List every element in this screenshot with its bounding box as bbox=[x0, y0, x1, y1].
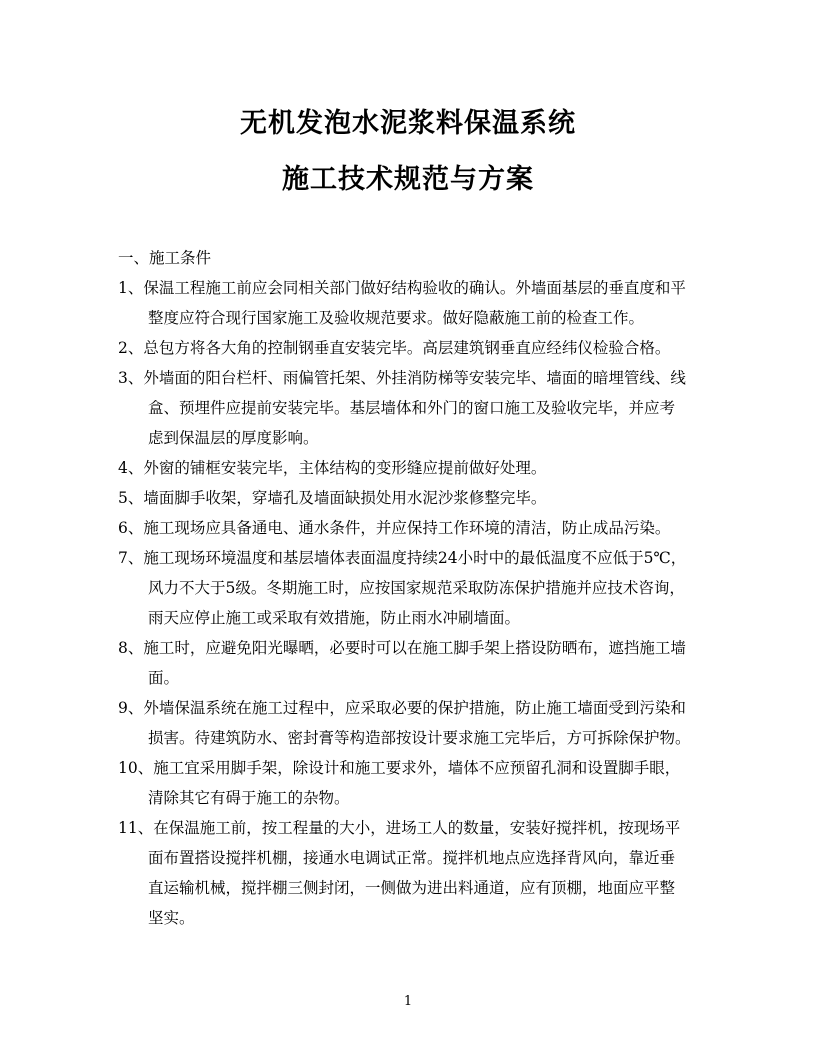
list-item-line: 面。 bbox=[148, 669, 180, 687]
list-item bbox=[118, 753, 703, 813]
list-item-line: 10、施工宜采用脚手架，除设计和施工要求外，墙体不应预留孔洞和设置脚手眼， bbox=[118, 759, 681, 777]
list-item bbox=[118, 273, 703, 333]
list-item-line: 2、总包方将各大角的控制钢垂直安装完毕。高层建筑钢垂直应经纬仪检验合格。 bbox=[118, 339, 671, 357]
list-item-line: 盒、预埋件应提前安装完毕。基层墙体和外门的窗口施工及验收完毕，并应考 bbox=[148, 399, 676, 417]
list-item-line: 风力不大于5级。冬期施工时，应按国家规范采取防冻保护措施并应技术咨询， bbox=[148, 579, 685, 597]
list-item bbox=[118, 363, 703, 453]
list-item-line: 9、外墙保温系统在施工过程中，应采取必要的保护措施，防止施工墙面受到污染和 bbox=[118, 699, 686, 717]
list-item-line: 整度应符合现行国家施工及验收规范要求。做好隐蔽施工前的检查工作。 bbox=[148, 309, 645, 327]
list-item-line: 坚实。 bbox=[148, 909, 195, 927]
list-item bbox=[118, 813, 703, 933]
list-item bbox=[118, 543, 703, 633]
list-item-line: 面布置搭设搅拌机棚，接通水电调试正常。搅拌机地点应选择背风向，靠近垂 bbox=[148, 849, 676, 867]
list-item-line: 8、施工时，应避免阳光曝晒，必要时可以在施工脚手架上搭设防晒布，遮挡施工墙 bbox=[118, 639, 686, 657]
list-item-line: 3、外墙面的阳台栏杆、雨偏管托架、外挂消防梯等安装完毕、墙面的暗埋管线、线 bbox=[118, 369, 686, 387]
list-item-line: 虑到保温层的厚度影响。 bbox=[148, 429, 319, 447]
list-item-line: 直运输机械，搅拌棚三侧封闭，一侧做为进出料通道，应有顶棚，地面应平整 bbox=[148, 879, 676, 897]
list-item-line: 4、外窗的铺框安装完毕，主体结构的变形缝应提前做好处理。 bbox=[118, 459, 547, 477]
document-title-line-1: 无机发泡水泥浆料保温系统 bbox=[240, 108, 576, 139]
list-item-line: 清除其它有碍于施工的杂物。 bbox=[148, 789, 350, 807]
condition-list bbox=[118, 273, 703, 933]
document-title-line-2: 施工技术规范与方案 bbox=[282, 164, 534, 195]
list-item bbox=[118, 513, 703, 543]
list-item bbox=[118, 333, 703, 363]
list-item-line: 雨天应停止施工或采取有效措施，防止雨水冲刷墙面。 bbox=[148, 609, 521, 627]
list-item-line: 5、墙面脚手收架，穿墙孔及墙面缺损处用水泥沙浆修整完毕。 bbox=[118, 489, 547, 507]
list-item bbox=[118, 483, 703, 513]
list-item bbox=[118, 693, 703, 753]
section-heading: 一、施工条件 bbox=[118, 249, 212, 267]
list-item bbox=[118, 633, 703, 693]
list-item-line: 7、施工现场环境温度和基层墙体表面温度持续24小时中的最低温度不应低于5℃， bbox=[118, 549, 687, 567]
list-item-line: 1、保温工程施工前应会同相关部门做好结构验收的确认。外墙面基层的垂直度和平 bbox=[118, 279, 686, 297]
list-item-line: 损害。待建筑防水、密封膏等构造部按设计要求施工完毕后，方可拆除保护物。 bbox=[148, 729, 691, 747]
list-item-line: 6、施工现场应具备通电、通水条件，并应保持工作环境的清洁，防止成品污染。 bbox=[118, 519, 671, 537]
list-item bbox=[118, 453, 703, 483]
page-number: 1 bbox=[403, 994, 413, 1009]
document-body bbox=[118, 243, 703, 933]
list-item-line: 11、在保温施工前，按工程量的大小，进场工人的数量，安装好搅拌机，按现场平 bbox=[118, 819, 681, 837]
